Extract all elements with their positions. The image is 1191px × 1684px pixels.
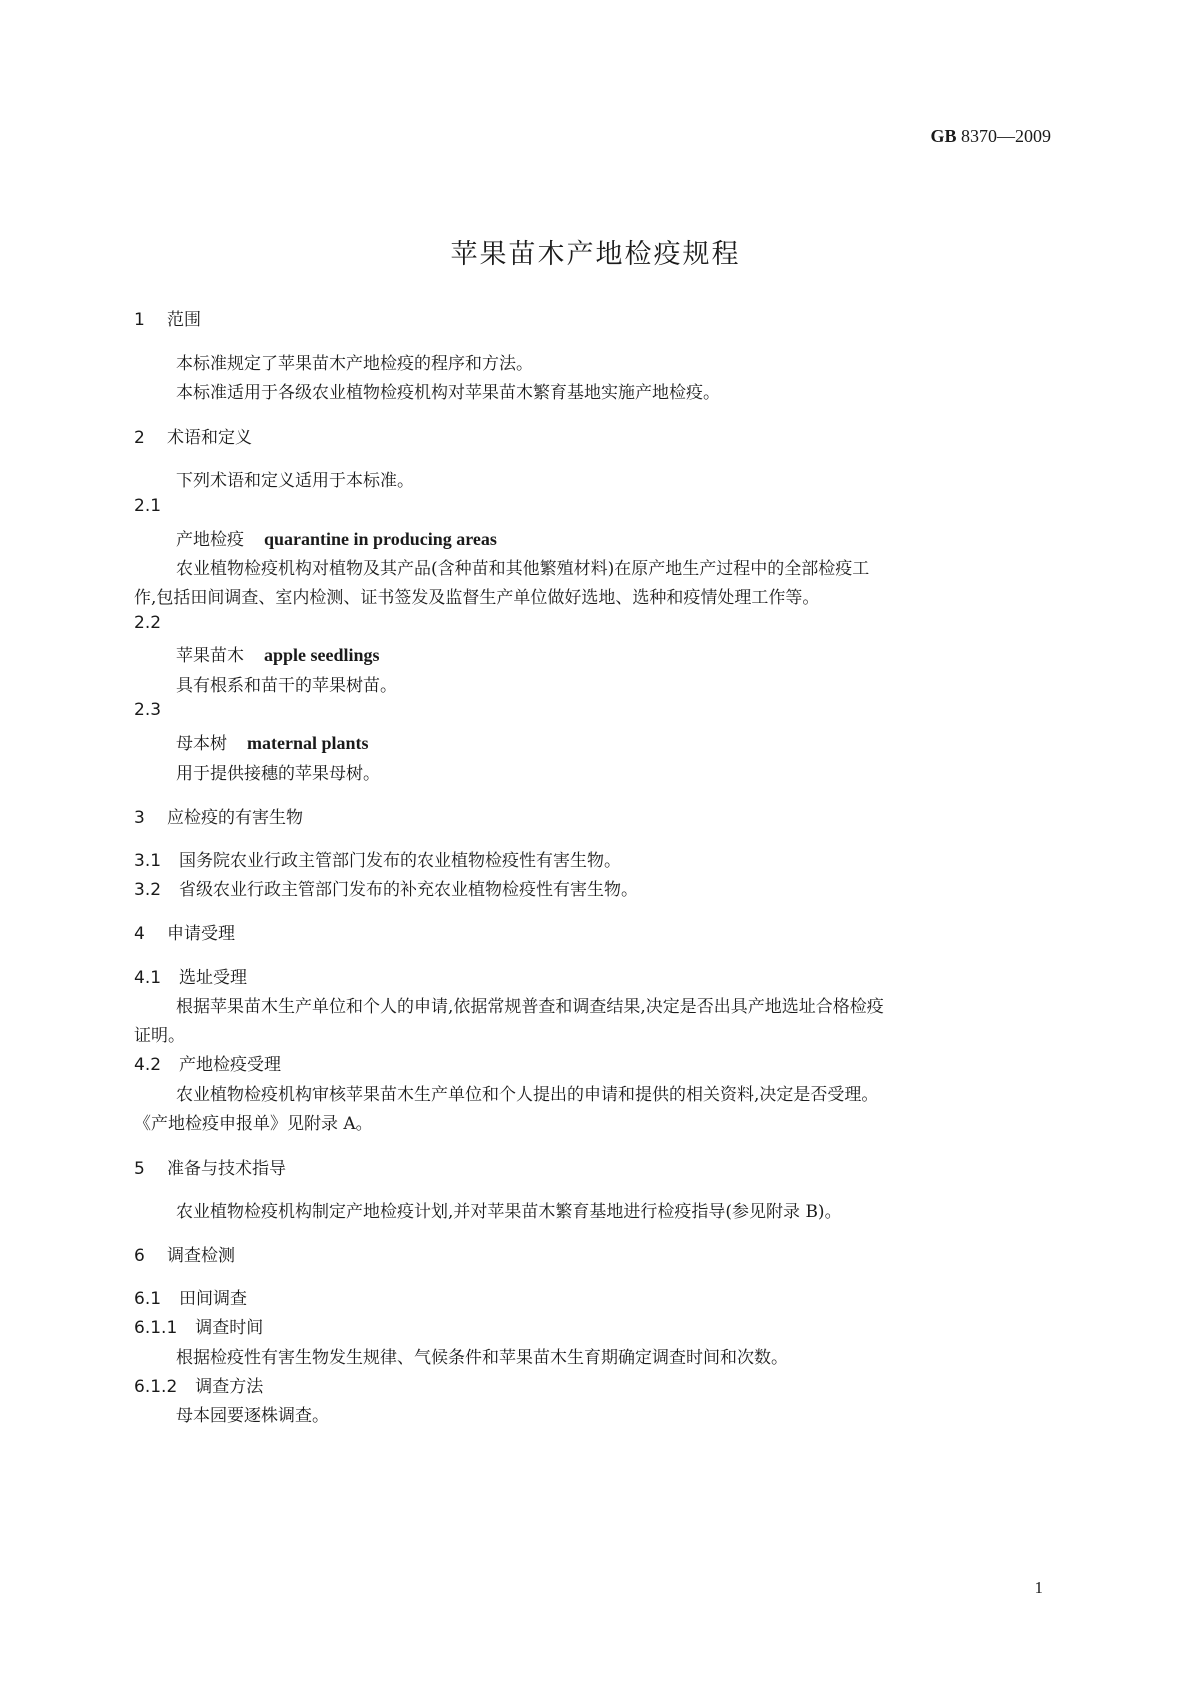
paragraph: 《产地检疫申报单》见附录 A。: [134, 1114, 373, 1134]
section-4-heading: 4 申请受理: [134, 924, 235, 944]
clause-heading: 4.1 选址受理: [134, 968, 248, 988]
paragraph: 母本园要逐株调查。: [176, 1406, 329, 1426]
clause-number: 2.1: [134, 496, 162, 516]
section-1-heading: 1 范围: [134, 310, 201, 330]
paragraph: 农业植物检疫机构制定产地检疫计划,并对苹果苗木繁育基地进行检疫指导(参见附录 B)。: [176, 1202, 842, 1222]
document-title: 苹果苗木产地检疫规程: [450, 239, 741, 270]
clause: 3.1 国务院农业行政主管部门发布的农业植物检疫性有害生物。: [134, 851, 622, 871]
paragraph: 用于提供接穗的苹果母树。: [176, 764, 380, 784]
clause-heading: 6.1 田间调查: [134, 1289, 248, 1309]
paragraph: 作,包括田间调查、室内检测、证书签发及监督生产单位做好选地、选种和疫情处理工作等。: [134, 588, 820, 608]
clause-heading: 6.1.2 调查方法: [134, 1377, 264, 1397]
term-heading: 产地检疫 quarantine in producing areas: [176, 529, 497, 550]
paragraph: 下列术语和定义适用于本标准。: [176, 471, 414, 491]
clause: 3.2 省级农业行政主管部门发布的补充农业植物检疫性有害生物。: [134, 880, 639, 900]
section-5-heading: 5 准备与技术指导: [134, 1159, 286, 1179]
paragraph: 本标准适用于各级农业植物检疫机构对苹果苗木繁育基地实施产地检疫。: [176, 383, 720, 403]
standard-code: GB 8370—2009: [930, 126, 1051, 146]
section-6-heading: 6 调查检测: [134, 1246, 235, 1266]
paragraph: 根据苹果苗木生产单位和个人的申请,依据常规普查和调查结果,决定是否出具产地选址合格检疫: [176, 997, 884, 1017]
clause-heading: 6.1.1 调查时间: [134, 1318, 264, 1338]
clause-heading: 4.2 产地检疫受理: [134, 1055, 282, 1075]
paragraph: 农业植物检疫机构审核苹果苗木生产单位和个人提出的申请和提供的相关资料,决定是否受理。: [176, 1085, 879, 1105]
section-3-heading: 3 应检疫的有害生物: [134, 808, 303, 828]
paragraph: 农业植物检疫机构对植物及其产品(含种苗和其他繁殖材料)在原产地生产过程中的全部检疫工: [176, 559, 870, 579]
clause-number: 2.2: [134, 613, 162, 633]
term-heading: 母本树 maternal plants: [176, 733, 369, 754]
term-heading: 苹果苗木 apple seedlings: [176, 645, 380, 666]
paragraph: 根据检疫性有害生物发生规律、气候条件和苹果苗木生育期确定调查时间和次数。: [176, 1348, 788, 1368]
paragraph: 证明。: [134, 1026, 185, 1046]
page-number: 1: [1034, 1578, 1043, 1597]
paragraph: 具有根系和苗干的苹果树苗。: [176, 676, 397, 696]
section-2-heading: 2 术语和定义: [134, 428, 252, 448]
paragraph: 本标准规定了苹果苗木产地检疫的程序和方法。: [176, 354, 533, 374]
clause-number: 2.3: [134, 700, 162, 720]
